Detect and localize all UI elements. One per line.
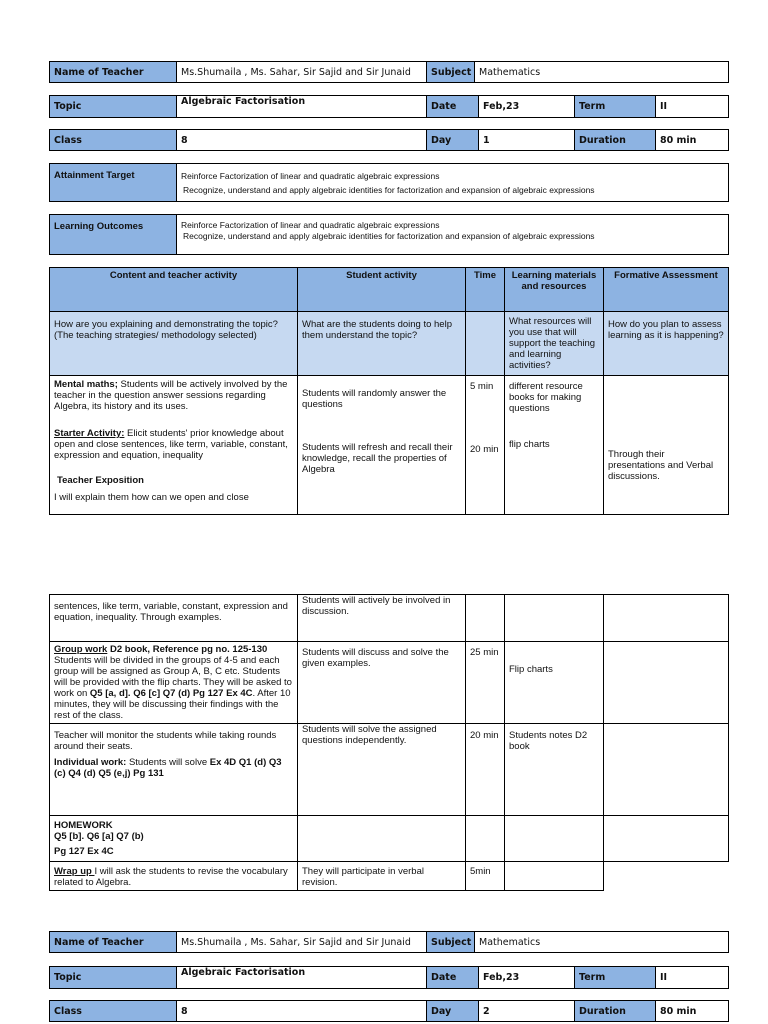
class-value-2: 8 <box>177 1001 427 1022</box>
materials-cell <box>505 376 604 515</box>
teacher-value-2: Ms.Shumaila , Ms. Sahar, Sir Sajid and Sir Junaid <box>177 932 427 953</box>
teacher-row <box>49 61 729 83</box>
lesson-plan-table-continued <box>49 594 729 891</box>
teacher-label: Name of Teacher <box>50 62 177 83</box>
homework-line-1: Q5 [b]. Q6 [a] Q7 (b) <box>54 831 144 842</box>
question-content: How are you explaining and demonstrating the topic? (The teaching strategies/ methodology selected) <box>50 312 298 376</box>
group-materials: Flip charts <box>505 642 604 724</box>
class-label-2: Class <box>50 1001 177 1022</box>
student-mental: Students will randomly answer the questions <box>302 388 447 410</box>
group-work-ref: D2 book, Reference pg no. 125-130 <box>107 644 268 655</box>
attainment-line-2: Recognize, understand and apply algebraic identities for factorization and expansion of algebraic expressions <box>183 185 595 195</box>
exposition-title: Teacher Exposition <box>57 475 144 486</box>
teacher-value: Ms.Shumaila , Ms. Sahar, Sir Sajid and Sir Junaid <box>177 62 427 83</box>
individual-time: 20 min <box>466 724 505 816</box>
duration-label-2: Duration <box>575 1001 656 1022</box>
date-value: Feb,23 <box>479 96 575 118</box>
time-starter: 20 min <box>470 444 499 455</box>
assessment-starter: Through their presentations and Verbal discussions. <box>608 449 714 482</box>
group-time: 25 min <box>466 642 505 724</box>
materials-starter: flip charts <box>509 439 550 450</box>
class-row-2 <box>49 1000 729 1022</box>
outcomes-table <box>49 214 729 255</box>
date-value-2: Feb,23 <box>479 967 575 989</box>
topic-label-2: Topic <box>50 967 177 989</box>
continued-student: Students will actively be involved in discussion. <box>298 595 466 642</box>
attainment-label: Attainment Target <box>50 164 177 202</box>
duration-label: Duration <box>575 130 656 151</box>
topic-value: Algebraic Factorisation <box>177 96 427 118</box>
group-work-text: Students will be divided in the groups of 4-5 and each group will be assigned as Group A, B, C etc. Students will be provided with the flip charts. They will be asked to work on Q5 [a, d]. Q6 [c] Q7 (d) Pg 127 Ex 4C. After 10 minutes, they will be discussing their findings with the rest of the class. <box>54 655 292 721</box>
homework-line-2: Pg 127 Ex 4C <box>54 846 114 857</box>
individual-work-text: Individual work: Students will solve Ex 4D Q1 (d) Q3 (c) Q4 (d) Q5 (e,j) Pg 131 <box>54 757 282 779</box>
term-label: Term <box>575 96 656 118</box>
date-label: Date <box>427 96 479 118</box>
starter-activity-text: Starter Activity: Elicit students' prior knowledge about open and close sentences, like term, variable, constant, expression and equation, inequality <box>54 428 288 461</box>
subject-value-2: Mathematics <box>475 932 729 953</box>
outcomes-label: Learning Outcomes <box>50 215 177 255</box>
question-time-empty <box>466 312 505 376</box>
topic-value-2: Algebraic Factorisation <box>177 967 427 989</box>
teacher-row-2 <box>49 931 729 953</box>
group-work-title: Group work <box>54 644 108 655</box>
day-label-2: Day <box>427 1001 479 1022</box>
question-materials: What resources will you use that will support the teaching and learning activities? <box>505 312 604 376</box>
lesson-plan-table <box>49 267 729 515</box>
question-student: What are the students doing to help them understand the topic? <box>298 312 466 376</box>
homework-cell <box>50 816 298 862</box>
time-cell <box>466 376 505 515</box>
content-activities <box>50 376 298 515</box>
student-activities <box>298 376 466 515</box>
homework-title: HOMEWORK <box>54 820 113 831</box>
date-label-2: Date <box>427 967 479 989</box>
col-time: Time <box>466 268 505 312</box>
starter-activity-title: Starter Activity: <box>54 428 125 439</box>
subject-label: Subject <box>427 62 475 83</box>
exposition-text: I will explain them how can we open and close <box>54 492 249 503</box>
outcomes-line-1: Reinforce Factorization of linear and quadratic algebraic expressions <box>181 220 440 230</box>
class-value: 8 <box>177 130 427 151</box>
individual-materials: Students notes D2 book <box>505 724 604 816</box>
question-assessment: How do you plan to assess learning as it is happening? <box>604 312 729 376</box>
individual-work-cell <box>50 724 298 816</box>
term-label-2: Term <box>575 967 656 989</box>
col-materials: Learning materials and resources <box>505 268 604 312</box>
subject-label-2: Subject <box>427 932 475 953</box>
subject-value: Mathematics <box>475 62 729 83</box>
group-work-heading <box>54 644 293 655</box>
monitor-text: Teacher will monitor the students while taking rounds around their seats. <box>54 730 277 752</box>
term-value-2: II <box>656 967 729 989</box>
student-starter: Students will refresh and recall their knowledge, recall the properties of Algebra <box>302 442 453 475</box>
topic-row-2 <box>49 966 729 989</box>
outcomes-line-2: Recognize, understand and apply algebraic identities for factorization and expansion of algebraic expressions <box>183 231 595 241</box>
teacher-label-2: Name of Teacher <box>50 932 177 953</box>
day-value-2: 2 <box>479 1001 575 1022</box>
wrap-up-time: 5min <box>466 862 505 891</box>
class-row <box>49 129 729 151</box>
day-label: Day <box>427 130 479 151</box>
materials-mental: different resource books for making questions <box>509 381 583 414</box>
continued-content: sentences, like term, variable, constant, expression and equation, inequality. Through examples. <box>50 595 298 642</box>
wrap-up-title: Wrap up <box>54 866 95 877</box>
duration-value-2: 80 min <box>656 1001 729 1022</box>
col-student: Student activity <box>298 268 466 312</box>
assessment-cell <box>604 376 729 515</box>
group-work-cell <box>50 642 298 724</box>
individual-student: Students will solve the assigned questions independently. <box>298 724 466 816</box>
wrap-up-student: They will participate in verbal revision. <box>298 862 466 891</box>
individual-work-title: Individual work: <box>54 757 127 768</box>
topic-row <box>49 95 729 118</box>
mental-maths-text: Mental maths; Students will be actively involved by the teacher in the question answer sessions regarding Algebra, its history and its uses. <box>54 379 288 412</box>
class-label: Class <box>50 130 177 151</box>
duration-value: 80 min <box>656 130 729 151</box>
attainment-table <box>49 163 729 202</box>
day-value: 1 <box>479 130 575 151</box>
attainment-line-1: Reinforce Factorization of linear and quadratic algebraic expressions <box>181 171 440 181</box>
col-assessment: Formative Assessment <box>604 268 729 312</box>
group-student: Students will discuss and solve the given examples. <box>298 642 466 724</box>
topic-label: Topic <box>50 96 177 118</box>
mental-maths-title: Mental maths; <box>54 379 118 390</box>
time-mental: 5 min <box>470 381 494 392</box>
wrap-up-cell: Wrap up I will ask the students to revise the vocabulary related to Algebra. <box>50 862 298 891</box>
term-value: II <box>656 96 729 118</box>
col-content: Content and teacher activity <box>50 268 298 312</box>
